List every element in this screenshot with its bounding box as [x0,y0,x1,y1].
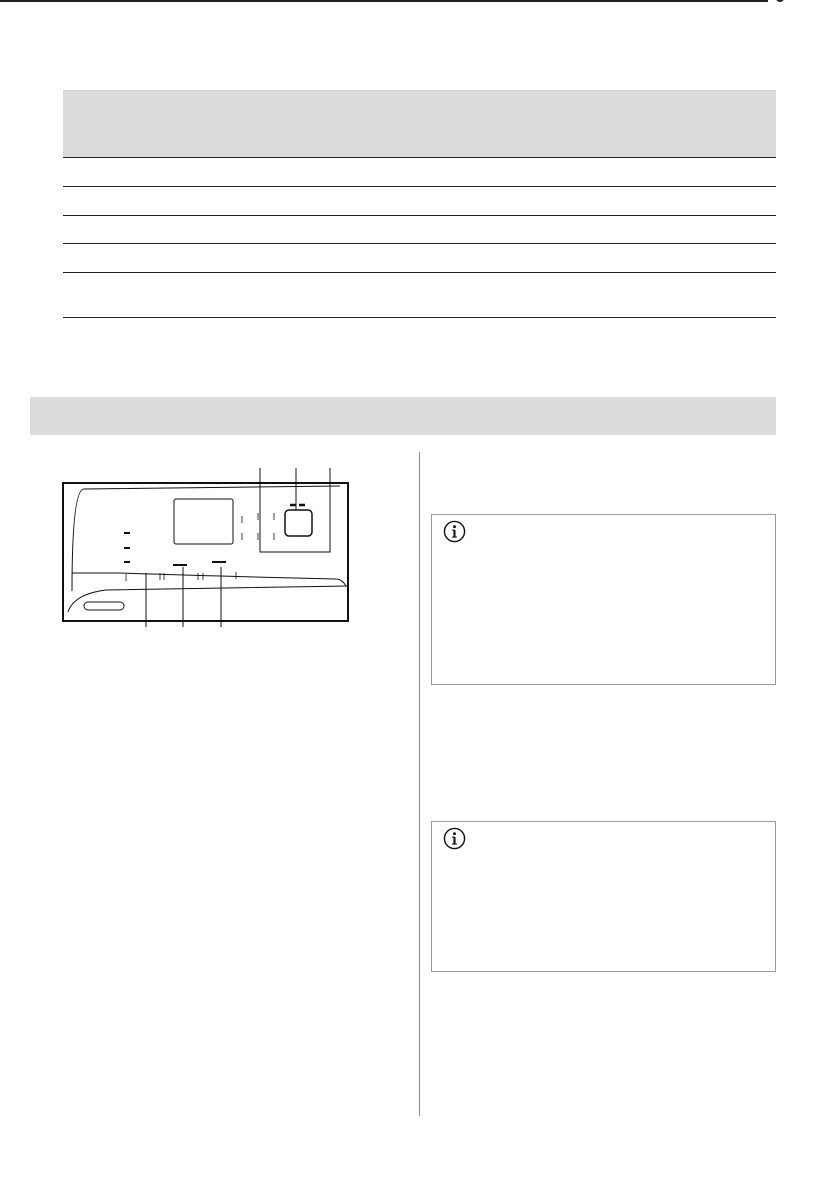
door-handle [84,602,124,610]
column-divider [419,452,420,1116]
section-heading-band [30,397,776,435]
panel-lower-edge [72,573,346,586]
panel-marks [242,513,274,540]
info-note [431,514,776,685]
panel-base-curve [68,586,348,612]
spec-table [63,90,776,318]
touch-bars [173,562,226,565]
page-top-rule [0,0,768,2]
display-screen [174,499,233,544]
table-row [63,244,776,273]
table-row [63,158,776,187]
page-top-rule-end [776,0,784,2]
table-row [63,187,776,216]
control-panel-figure [50,463,360,633]
program-knob [285,510,312,536]
indicator-leds [124,533,130,562]
info-icon [443,827,466,850]
table-row [63,273,776,318]
info-note [431,821,776,972]
spec-table-header [63,90,776,158]
info-icon [443,520,466,543]
table-row [63,216,776,244]
